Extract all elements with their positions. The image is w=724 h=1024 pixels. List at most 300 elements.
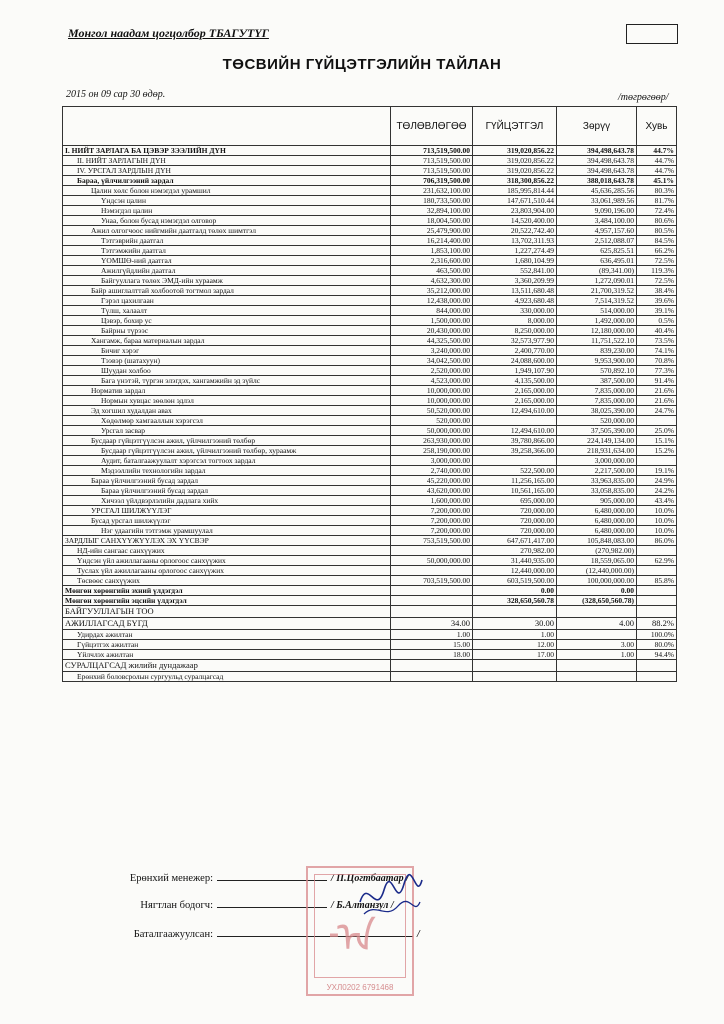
diff-cell: 11,751,522.10 [557, 336, 637, 346]
diff-cell: 0.00 [557, 586, 637, 596]
plan-cell: 44,325,500.00 [391, 336, 473, 346]
table-row [63, 376, 677, 386]
actual-cell: 720,000.00 [473, 526, 557, 536]
table-row [63, 286, 677, 296]
diff-cell: (328,650,560.78) [557, 596, 637, 606]
pct-cell: 21.6% [637, 396, 677, 406]
pct-cell: 84.5% [637, 236, 677, 246]
row-label: Хангамж, бараа материалын зардал [63, 336, 391, 346]
row-label: Мөнгөн хөрөнгийн эцсийн үлдэгдэл [63, 596, 391, 606]
table-row [63, 176, 677, 186]
row-label: Бараа үйлчилгээний бусад зардал [63, 486, 391, 496]
plan-cell [391, 672, 473, 682]
diff-cell: 218,931,634.00 [557, 446, 637, 456]
plan-cell: 713,519,500.00 [391, 146, 473, 156]
pct-cell: 77.3% [637, 366, 677, 376]
plan-cell: 263,930,000.00 [391, 436, 473, 446]
actual-cell: 319,020,856.22 [473, 156, 557, 166]
plan-cell: 231,632,100.00 [391, 186, 473, 196]
plan-cell: 1,600,000.00 [391, 496, 473, 506]
table-row [63, 406, 677, 416]
table-row [63, 206, 677, 216]
diff-cell: 7,835,000.00 [557, 396, 637, 406]
plan-cell: 15.00 [391, 640, 473, 650]
handwritten-signature-icon [356, 872, 426, 922]
pct-cell: 39.1% [637, 306, 677, 316]
pct-cell [637, 546, 677, 556]
diff-cell: 33,963,835.00 [557, 476, 637, 486]
signature-name: / [417, 929, 420, 940]
row-label: Цэвэр, бохир ус [63, 316, 391, 326]
pct-cell: 81.7% [637, 196, 677, 206]
row-label: Ажилгүйдлийн даатгал [63, 266, 391, 276]
pct-cell: 80.3% [637, 186, 677, 196]
diff-cell: (12,440,000.00) [557, 566, 637, 576]
plan-cell: 7,200,000.00 [391, 516, 473, 526]
diff-cell: 3,484,100.00 [557, 216, 637, 226]
row-label: АЖИЛЛАГСАД БҮГД [63, 618, 391, 630]
actual-cell: 695,000.00 [473, 496, 557, 506]
pct-cell [637, 566, 677, 576]
row-label: Нэмэгдэл цалин [63, 206, 391, 216]
actual-cell [473, 672, 557, 682]
pct-cell: 86.0% [637, 536, 677, 546]
table-row [63, 466, 677, 476]
diff-cell: 18,559,065.00 [557, 556, 637, 566]
col-actual: ГҮЙЦЭТГЭЛ [473, 107, 557, 146]
diff-cell: 570,892.10 [557, 366, 637, 376]
row-label: БАЙГУУЛЛАГЫН ТОО [63, 606, 391, 618]
row-label: I. НИЙТ ЗАРЛАГА БА ЦЭВЭР ЗЭЭЛИЙН ДҮН [63, 146, 391, 156]
pct-cell: 24.9% [637, 476, 677, 486]
plan-cell: 2,740,000.00 [391, 466, 473, 476]
diff-cell [557, 606, 637, 618]
pct-cell: 21.6% [637, 386, 677, 396]
row-label: Туслах үйл ажиллагааны орлогоос санхүүжих [63, 566, 391, 576]
table-row [63, 186, 677, 196]
row-label: Мэдээллийн технологийн зардал [63, 466, 391, 476]
actual-cell: 23,803,904.00 [473, 206, 557, 216]
actual-cell: 2,165,000.00 [473, 396, 557, 406]
row-label: Цалин хөлс болон нэмэгдэл урамшил [63, 186, 391, 196]
actual-cell: 10,561,165.00 [473, 486, 557, 496]
plan-cell: 463,500.00 [391, 266, 473, 276]
plan-cell: 713,519,500.00 [391, 166, 473, 176]
table-row [63, 356, 677, 366]
pct-cell: 72.5% [637, 256, 677, 266]
actual-cell: 319,020,856.22 [473, 146, 557, 156]
row-label: СУРАЛЦАГСАД жилийн дундажаар [63, 660, 391, 672]
actual-cell: 4,923,680.48 [473, 296, 557, 306]
plan-cell [391, 660, 473, 672]
plan-cell: 20,430,000.00 [391, 326, 473, 336]
plan-cell: 180,733,500.00 [391, 196, 473, 206]
table-row [63, 526, 677, 536]
pct-cell: 80.6% [637, 216, 677, 226]
table-row [63, 436, 677, 446]
diff-cell: 9,953,900.00 [557, 356, 637, 366]
table-row [63, 546, 677, 556]
table-row [63, 446, 677, 456]
actual-cell: 12,494,610.00 [473, 426, 557, 436]
actual-cell: 319,020,856.22 [473, 166, 557, 176]
diff-cell: 394,498,643.78 [557, 156, 637, 166]
table-header-row [63, 107, 677, 146]
actual-cell: 11,256,165.00 [473, 476, 557, 486]
pct-cell [637, 672, 677, 682]
table-row [63, 618, 677, 630]
diff-cell: 394,498,643.78 [557, 166, 637, 176]
actual-cell: 12.00 [473, 640, 557, 650]
signature-role: Нягтлан бодогч: [140, 900, 213, 911]
pct-cell: 66.2% [637, 246, 677, 256]
row-label: Норматив зардал [63, 386, 391, 396]
plan-cell: 45,220,000.00 [391, 476, 473, 486]
diff-cell: 636,495.01 [557, 256, 637, 266]
actual-cell: 1,227,274.49 [473, 246, 557, 256]
actual-cell: 330,000.00 [473, 306, 557, 316]
diff-cell: 1.00 [557, 650, 637, 660]
table-row [63, 486, 677, 496]
actual-cell: 0.00 [473, 586, 557, 596]
actual-cell: 147,671,510.44 [473, 196, 557, 206]
diff-cell: 520,000.00 [557, 416, 637, 426]
row-label: ҮОМШӨ-ний даатгал [63, 256, 391, 266]
table-row [63, 196, 677, 206]
diff-cell: (270,982.00) [557, 546, 637, 556]
diff-cell: 905,000.00 [557, 496, 637, 506]
organization-name: Монгол наадам цогцолбор ТБАГУТҮГ [68, 26, 269, 40]
row-label: Үндсэн үйл ажиллагааны орлогоос санхүүжих [63, 556, 391, 566]
actual-cell: 720,000.00 [473, 516, 557, 526]
diff-cell: 33,058,835.00 [557, 486, 637, 496]
pct-cell: 94.4% [637, 650, 677, 660]
row-label: ЗАРДЛЫГ САНХҮҮЖҮҮЛЭХ ЭХ ҮҮСВЭР [63, 536, 391, 546]
plan-cell [391, 546, 473, 556]
table-row [63, 660, 677, 672]
diff-cell: 2,512,088.07 [557, 236, 637, 246]
plan-cell: 34,042,500.00 [391, 356, 473, 366]
row-label: Хөдөлмөр хамгааллын хэрэгсэл [63, 416, 391, 426]
table-row [63, 366, 677, 376]
signature-role: Баталгаажуулсан: [133, 929, 213, 940]
actual-cell: 17.00 [473, 650, 557, 660]
actual-cell: 2,165,000.00 [473, 386, 557, 396]
plan-cell [391, 566, 473, 576]
table-row [63, 506, 677, 516]
pct-cell: 44.7% [637, 146, 677, 156]
table-row [63, 266, 677, 276]
stamp-emblem-icon: ᠋᠊᠎ᠠ [330, 916, 377, 962]
table-row [63, 316, 677, 326]
table-row [63, 496, 677, 506]
table-row [63, 426, 677, 436]
diff-cell: 38,025,390.00 [557, 406, 637, 416]
row-label: Удирдах ажилтан [63, 630, 391, 640]
plan-cell: 703,519,500.00 [391, 576, 473, 586]
diff-cell: 45,636,285.56 [557, 186, 637, 196]
pct-cell: 85.8% [637, 576, 677, 586]
diff-cell: 100,000,000.00 [557, 576, 637, 586]
plan-cell: 3,000,000.00 [391, 456, 473, 466]
actual-cell: 328,650,560.78 [473, 596, 557, 606]
pct-cell: 119.3% [637, 266, 677, 276]
plan-cell: 4,632,300.00 [391, 276, 473, 286]
table-row [63, 386, 677, 396]
pct-cell: 80.5% [637, 226, 677, 236]
row-label: Нэг удаагийн тэтгэмж урамшуулал [63, 526, 391, 536]
table-row [63, 606, 677, 618]
diff-cell: 387,500.00 [557, 376, 637, 386]
pct-cell: 44.7% [637, 156, 677, 166]
actual-cell: 14,520,400.00 [473, 216, 557, 226]
plan-cell: 706,319,500.00 [391, 176, 473, 186]
diff-cell: (89,341.00) [557, 266, 637, 276]
table-row [63, 516, 677, 526]
table-row [63, 536, 677, 546]
actual-cell: 522,500.00 [473, 466, 557, 476]
row-label: Байрны түрээс [63, 326, 391, 336]
diff-cell: 33,061,989.56 [557, 196, 637, 206]
plan-cell: 43,620,000.00 [391, 486, 473, 496]
row-label: Байгууллага төлөх ЭМД-ийн хураамж [63, 276, 391, 286]
plan-cell: 10,000,000.00 [391, 396, 473, 406]
pct-cell: 80.0% [637, 640, 677, 650]
table-row [63, 326, 677, 336]
actual-cell: 318,300,856.22 [473, 176, 557, 186]
row-label: Хичээл үйлдвэрлэлийн дадлага хийх [63, 496, 391, 506]
plan-cell: 844,000.00 [391, 306, 473, 316]
diff-cell [557, 630, 637, 640]
diff-cell [557, 672, 637, 682]
pct-cell: 39.6% [637, 296, 677, 306]
diff-cell: 2,217,500.00 [557, 466, 637, 476]
row-label: Үйлчлэх ажилтан [63, 650, 391, 660]
table-row [63, 396, 677, 406]
pct-cell: 100.0% [637, 630, 677, 640]
report-date: 2015 он 09 сар 30 өдөр. [66, 89, 166, 100]
plan-cell [391, 586, 473, 596]
table-row [63, 576, 677, 586]
row-label: Ерөнхий боловсролын сургуульд суралцагсад [63, 672, 391, 682]
row-label: Эд хогшил худалдан авах [63, 406, 391, 416]
row-label: Бараа үйлчилгээний бусад зардал [63, 476, 391, 486]
diff-cell: 37,505,390.00 [557, 426, 637, 436]
table-row [63, 566, 677, 576]
pct-cell: 10.0% [637, 506, 677, 516]
row-label: НД-ийн сангаас санхүүжих [63, 546, 391, 556]
diff-cell: 388,018,643.78 [557, 176, 637, 186]
plan-cell: 18,004,500.00 [391, 216, 473, 226]
col-plan: ТӨЛӨВЛӨГӨӨ [391, 107, 473, 146]
table-row [63, 650, 677, 660]
diff-cell: 105,848,083.00 [557, 536, 637, 546]
row-label: Тэтгэврийн даатгал [63, 236, 391, 246]
pct-cell: 40.4% [637, 326, 677, 336]
diff-cell: 839,230.00 [557, 346, 637, 356]
table-row [63, 416, 677, 426]
pct-cell: 43.4% [637, 496, 677, 506]
pct-cell: 15.1% [637, 436, 677, 446]
table-row [63, 256, 677, 266]
actual-cell: 30.00 [473, 618, 557, 630]
diff-cell: 4,957,157.60 [557, 226, 637, 236]
actual-cell: 13,702,311.93 [473, 236, 557, 246]
row-label: Бусдаар гүйцэтгүүлсэн ажил, үйлчилгээний төлбөр, хураамж [63, 446, 391, 456]
row-label: Ажил олгогчоос нийгмийн даатгалд төлөх шимтгэл [63, 226, 391, 236]
row-label: Нормын хувцас зөөлөн эдлэл [63, 396, 391, 406]
actual-cell: 8,250,000.00 [473, 326, 557, 336]
table-row [63, 276, 677, 286]
row-label: Бусдаар гүйцэтгүүлсэн ажил, үйлчилгээний төлбөр [63, 436, 391, 446]
actual-cell: 1,949,107.90 [473, 366, 557, 376]
diff-cell: 12,180,000.00 [557, 326, 637, 336]
row-label: Бичиг хэрэг [63, 346, 391, 356]
pct-cell: 74.1% [637, 346, 677, 356]
diff-cell: 7,835,000.00 [557, 386, 637, 396]
signature-name: / Б.Алтанзул / [331, 900, 394, 911]
table-row [63, 596, 677, 606]
diff-cell: 3,000,000.00 [557, 456, 637, 466]
plan-cell: 32,894,100.00 [391, 206, 473, 216]
plan-cell [391, 606, 473, 618]
pct-cell: 10.0% [637, 526, 677, 536]
plan-cell: 7,200,000.00 [391, 526, 473, 536]
form-code-box [626, 24, 678, 44]
table-row [63, 216, 677, 226]
plan-cell: 50,520,000.00 [391, 406, 473, 416]
row-label: УРСГАЛ ШИЛЖҮҮЛЭГ [63, 506, 391, 516]
diff-cell: 3.00 [557, 640, 637, 650]
plan-cell: 2,520,000.00 [391, 366, 473, 376]
table-row [63, 296, 677, 306]
pct-cell: 24.7% [637, 406, 677, 416]
row-label: Тээвэр (шатахуун) [63, 356, 391, 366]
signature-role: Ерөнхий менежер: [129, 873, 213, 884]
row-label: Тэтгэмжийн даатгал [63, 246, 391, 256]
plan-cell: 34.00 [391, 618, 473, 630]
diff-cell: 4.00 [557, 618, 637, 630]
actual-cell: 1.00 [473, 630, 557, 640]
actual-cell [473, 660, 557, 672]
actual-cell [473, 456, 557, 466]
diff-cell: 21,700,319.52 [557, 286, 637, 296]
plan-cell: 50,000,000.00 [391, 426, 473, 436]
pct-cell: 19.1% [637, 466, 677, 476]
diff-cell: 6,480,000.00 [557, 516, 637, 526]
actual-cell: 39,258,366.00 [473, 446, 557, 456]
row-label: Бага үнэтэй, түргэн элэгдэх, хангамжийн эд зүйлс [63, 376, 391, 386]
actual-cell: 20,522,742.40 [473, 226, 557, 236]
actual-cell: 8,000.00 [473, 316, 557, 326]
diff-cell: 394,498,643.78 [557, 146, 637, 156]
actual-cell: 12,494,610.00 [473, 406, 557, 416]
col-diff: Зөрүү [557, 107, 637, 146]
row-label: Аудит, баталгаажуулалт хэрэгсэл тогтоох зардал [63, 456, 391, 466]
plan-cell: 2,316,600.00 [391, 256, 473, 266]
plan-cell: 10,000,000.00 [391, 386, 473, 396]
table-row [63, 306, 677, 316]
plan-cell: 3,240,000.00 [391, 346, 473, 356]
pct-cell: 72.5% [637, 276, 677, 286]
pct-cell: 10.0% [637, 516, 677, 526]
plan-cell: 25,479,900.00 [391, 226, 473, 236]
table-row [63, 156, 677, 166]
actual-cell: 32,573,977.90 [473, 336, 557, 346]
pct-cell: 0.5% [637, 316, 677, 326]
pct-cell [637, 456, 677, 466]
actual-cell: 2,400,770.00 [473, 346, 557, 356]
table-row [63, 556, 677, 566]
plan-cell: 1.00 [391, 630, 473, 640]
row-label: Түлш, халаалт [63, 306, 391, 316]
plan-cell: 520,000.00 [391, 416, 473, 426]
pct-cell: 45.1% [637, 176, 677, 186]
diff-cell: 6,480,000.00 [557, 506, 637, 516]
table-row [63, 226, 677, 236]
table-row [63, 346, 677, 356]
row-label: Байр ашиглалттай холбоотой тогтмол зардал [63, 286, 391, 296]
row-label: Үндсэн цалин [63, 196, 391, 206]
signature-name: / П.Цогтбаатар / [331, 873, 409, 884]
report-title: ТӨСВИЙН ГҮЙЦЭТГЭЛИЙН ТАЙЛАН [222, 56, 502, 73]
diff-cell: 625,825.51 [557, 246, 637, 256]
plan-cell: 50,000,000.00 [391, 556, 473, 566]
table-row [63, 586, 677, 596]
diff-cell: 6,480,000.00 [557, 526, 637, 536]
actual-cell: 603,519,500.00 [473, 576, 557, 586]
currency-unit: /төгрөгөөр/ [618, 92, 669, 103]
col-pct: Хувь [637, 107, 677, 146]
row-label: Төсвөөс санхүүжих [63, 576, 391, 586]
table-row [63, 166, 677, 176]
plan-cell: 35,212,000.00 [391, 286, 473, 296]
pct-cell: 44.7% [637, 166, 677, 176]
actual-cell [473, 416, 557, 426]
row-label: Гүйцэтгэх ажилтан [63, 640, 391, 650]
pct-cell: 91.4% [637, 376, 677, 386]
stamp-number: УХЛ0202 6791468 [326, 983, 394, 992]
row-label: Унаа, болон бусад нэмэгдэл олговор [63, 216, 391, 226]
diff-cell: 9,090,196.00 [557, 206, 637, 216]
diff-cell: 1,272,090.01 [557, 276, 637, 286]
actual-cell: 31,440,935.00 [473, 556, 557, 566]
pct-cell [637, 660, 677, 672]
plan-cell: 1,500,000.00 [391, 316, 473, 326]
plan-cell: 4,523,000.00 [391, 376, 473, 386]
plan-cell: 713,519,500.00 [391, 156, 473, 166]
diff-cell: 224,149,134.00 [557, 436, 637, 446]
plan-cell: 18.00 [391, 650, 473, 660]
pct-cell: 25.0% [637, 426, 677, 436]
table-row [63, 336, 677, 346]
pct-cell: 70.8% [637, 356, 677, 366]
table-row [63, 146, 677, 156]
table-row [63, 236, 677, 246]
pct-cell [637, 416, 677, 426]
pct-cell [637, 586, 677, 596]
pct-cell: 38.4% [637, 286, 677, 296]
diff-cell [557, 660, 637, 672]
actual-cell: 1,680,104.99 [473, 256, 557, 266]
actual-cell: 12,440,000.00 [473, 566, 557, 576]
actual-cell [473, 606, 557, 618]
pct-cell: 73.5% [637, 336, 677, 346]
plan-cell: 1,853,100.00 [391, 246, 473, 256]
actual-cell: 270,982.00 [473, 546, 557, 556]
pct-cell: 72.4% [637, 206, 677, 216]
table-row [63, 476, 677, 486]
